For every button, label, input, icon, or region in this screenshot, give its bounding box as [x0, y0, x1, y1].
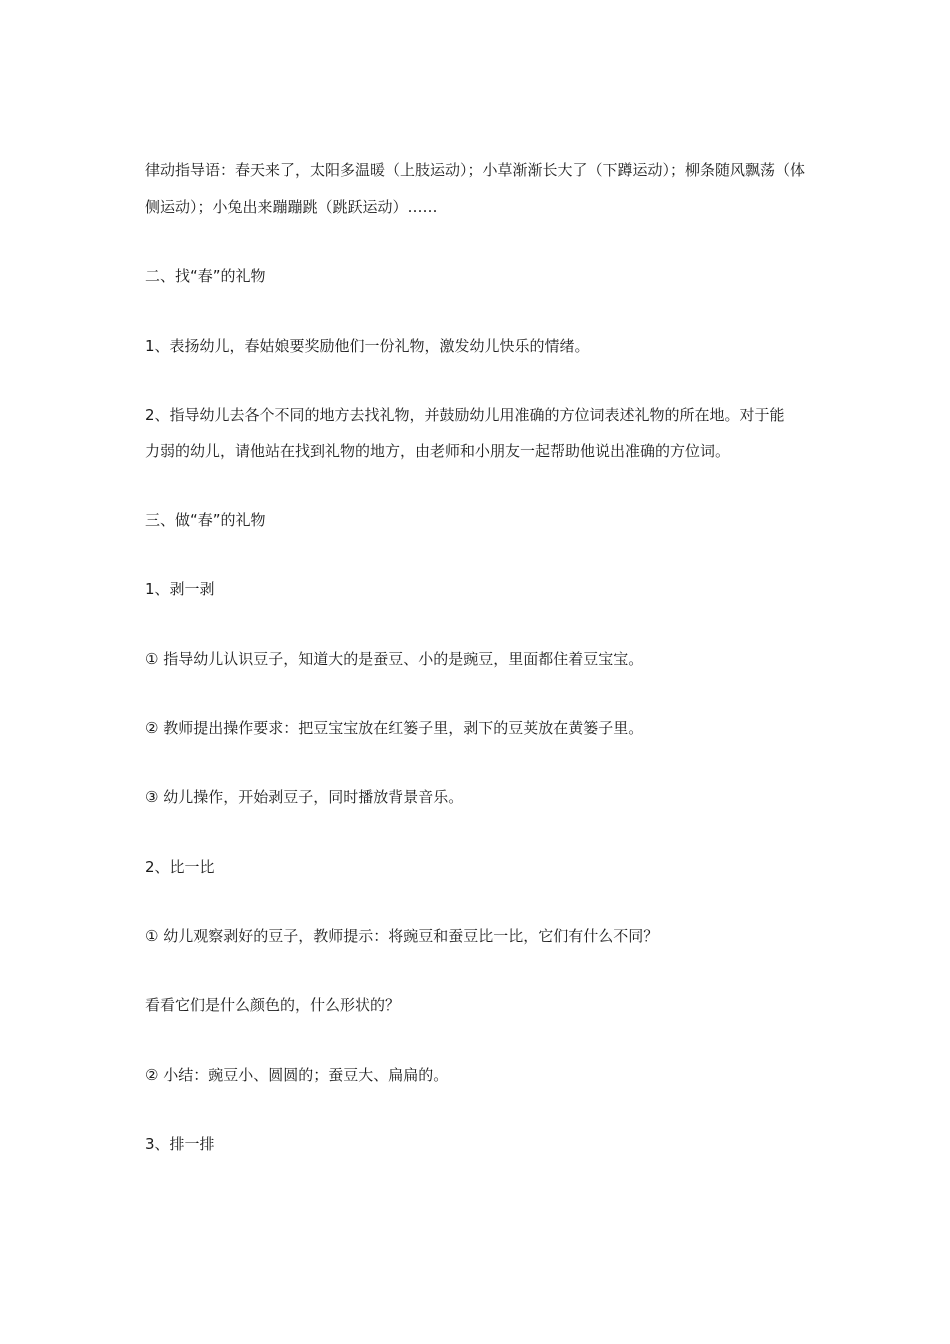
subheading-arrange: 3、排一排	[145, 1135, 215, 1153]
subheading-peel: 1、剥一剥	[145, 580, 215, 598]
list-item-praise: 1、表扬幼儿，春姑娘要奖励他们一份礼物，激发幼儿快乐的情绪。	[145, 337, 590, 355]
paragraph-line-1: 律动指导语：春天来了，太阳多温暖（上肢运动）；小草渐渐长大了（下蹲运动）；柳条随风飘荡（体	[145, 161, 806, 179]
subheading-compare: 2、比一比	[145, 858, 215, 876]
list-item-summary: ② 小结：豌豆小、圆圆的；蚕豆大、扁扁的。	[145, 1066, 449, 1084]
section-heading-3: 三、做“春”的礼物	[145, 511, 266, 529]
list-item-observe: ① 幼儿观察剥好的豆子，教师提示：将豌豆和蚕豆比一比，它们有什么不同？	[145, 927, 659, 945]
list-item-color-shape: 看看它们是什么颜色的，什么形状的？	[145, 996, 401, 1014]
paragraph-line-2: 侧运动）；小兔出来蹦蹦跳（跳跃运动）……	[145, 198, 438, 216]
list-item-operate: ③ 幼儿操作，开始剥豆子，同时播放背景音乐。	[145, 788, 464, 806]
list-item-requirements: ② 教师提出操作要求：把豆宝宝放在红篓子里，剥下的豆荚放在黄篓子里。	[145, 719, 644, 737]
list-item-identify-beans: ① 指导幼儿认识豆子，知道大的是蚕豆、小的是豌豆，里面都住着豆宝宝。	[145, 650, 644, 668]
list-item-find-gifts-line-2: 力弱的幼儿，请他站在找到礼物的地方，由老师和小朋友一起帮助他说出准确的方位词。	[145, 442, 731, 460]
list-item-find-gifts-line-1: 2、指导幼儿去各个不同的地方去找礼物，并鼓励幼儿用准确的方位词表述礼物的所在地。对于能	[145, 406, 785, 424]
section-heading-2: 二、找“春”的礼物	[145, 267, 266, 285]
